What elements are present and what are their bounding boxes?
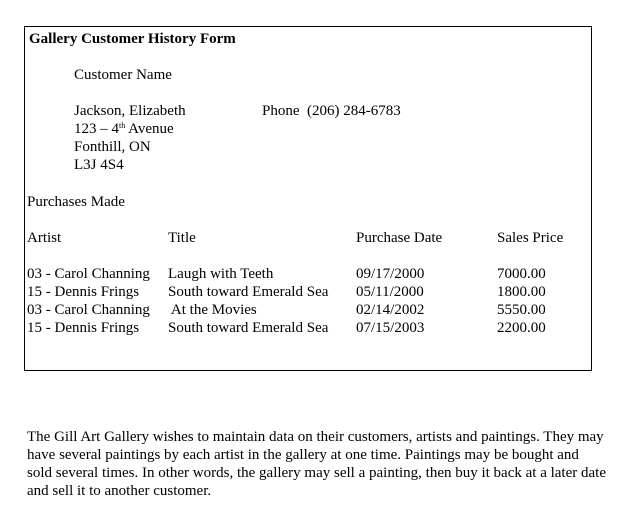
cell-sales-price: 7000.00: [497, 266, 546, 282]
cell-purchase-date: 09/17/2000: [356, 266, 425, 282]
cell-purchase-date: 05/11/2000: [356, 284, 424, 300]
cell-title: South toward Emerald Sea: [168, 320, 329, 336]
column-sales-price: Sales Price: [497, 230, 564, 246]
cell-title: South toward Emerald Sea: [168, 284, 329, 300]
cell-purchase-date: 07/15/2003: [356, 320, 425, 336]
cell-sales-price: 5550.00: [497, 302, 546, 318]
street-address: [74, 120, 174, 138]
phone-label: Phone: [262, 103, 300, 119]
purchases-label: Purchases Made: [27, 194, 125, 210]
cell-artist: 15 - Dennis Frings: [27, 284, 140, 300]
description-paragraph: The Gill Art Gallery wishes to maintain data on their customers, artists and paintings. They may have several paintings by each artist in the gallery at one time. Paintings may be bought and sold several times. In other words, the gallery may sell a painting, then buy it back at a later date and sell it to another customer.: [27, 429, 606, 499]
column-title: Title: [168, 230, 196, 246]
phone-line: [262, 102, 401, 120]
street-name: Avenue: [125, 121, 174, 137]
table-row: [27, 265, 592, 283]
city: Fonthill, ON: [74, 139, 151, 155]
cell-title: At the Movies: [168, 302, 257, 318]
postal-code: L3J 4S4: [74, 157, 124, 173]
form-title: Gallery Customer History Form: [29, 31, 236, 47]
column-purchase-date: Purchase Date: [356, 230, 443, 246]
cell-sales-price: 1800.00: [497, 284, 546, 300]
phone-number: (206) 284-6783: [307, 103, 401, 119]
cell-artist: 03 - Carol Channing: [27, 302, 150, 318]
customer-name: Jackson, Elizabeth: [74, 103, 186, 119]
cell-title: Laugh with Teeth: [168, 266, 274, 282]
cell-artist: 15 - Dennis Frings: [27, 320, 140, 336]
column-artist: Artist: [27, 230, 62, 246]
table-row: [27, 319, 592, 337]
table-row: [27, 283, 592, 301]
customer-name-label: Customer Name: [74, 67, 172, 83]
street-suffix: th: [119, 121, 126, 130]
cell-artist: 03 - Carol Channing: [27, 266, 150, 282]
cell-purchase-date: 02/14/2002: [356, 302, 425, 318]
street-number: 123 – 4: [74, 121, 119, 137]
cell-sales-price: 2200.00: [497, 320, 546, 336]
table-row: [27, 301, 592, 319]
table-header: [27, 229, 592, 247]
